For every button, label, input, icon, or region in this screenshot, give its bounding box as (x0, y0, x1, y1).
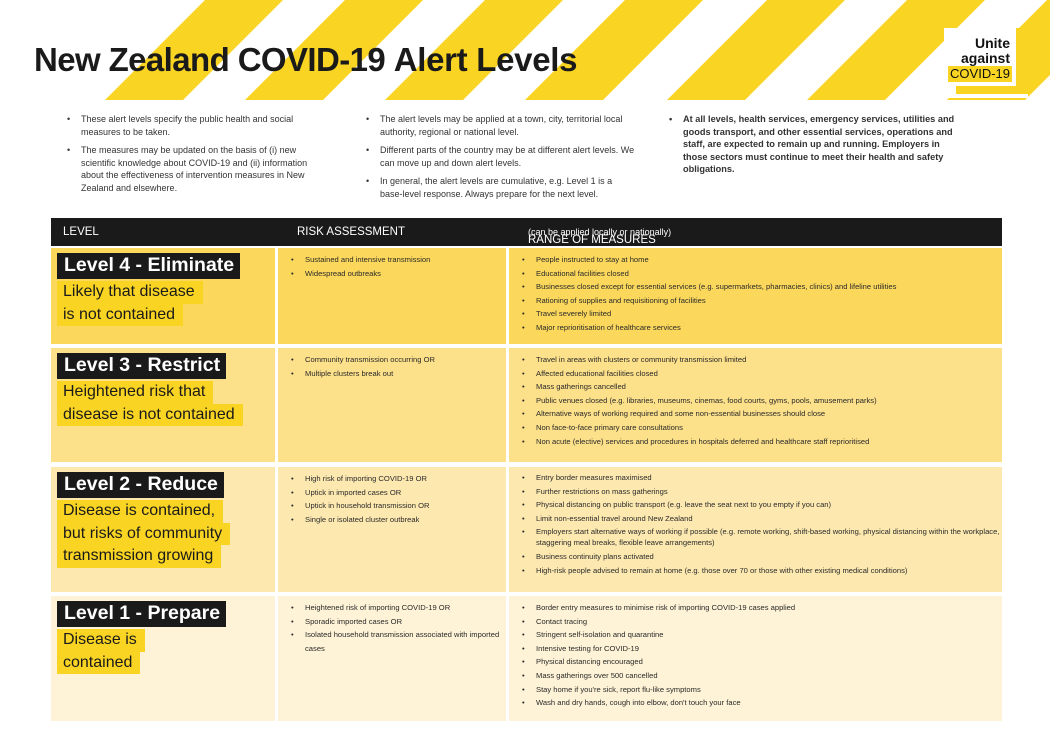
list-item: • Sustained and intensive transmission (278, 253, 506, 267)
list-item: • Uptick in household transmission OR (278, 499, 506, 513)
header-risk-assessment: RISK ASSESSMENT (297, 226, 406, 238)
intro-bullet: • The alert levels may be applied at a town, city, territorial local authority, regional or national level. (363, 113, 635, 138)
alert-levels-table (51, 218, 1002, 708)
list-item: • Stay home if you're sick, report flu-like symptoms (509, 683, 1002, 697)
level-title: Level 3 - Restrict (57, 353, 226, 379)
list-item: • Single or isolated cluster outbreak (278, 513, 506, 527)
list-item: • Businesses closed except for essential services (e.g. supermarkets, pharmacies, clinics) and lifeline utilities (509, 280, 1002, 294)
list-item: • Limit non-essential travel around New Zealand (509, 513, 1002, 524)
level-subtitle: Disease is contained (57, 629, 145, 674)
intro-bullet: • These alert levels specify the public health and social measures to be taken. (64, 113, 329, 138)
table-row-level-1 (51, 596, 1002, 721)
intro-column-3 (666, 113, 956, 182)
intro-column-1 (64, 113, 329, 200)
measures-cell (509, 596, 1002, 721)
list-item: • Stringent self-isolation and quarantine (509, 628, 1002, 642)
list-item: • People instructed to stay at home (509, 253, 1002, 267)
measures-cell (509, 248, 1002, 344)
table-row-level-4 (51, 248, 1002, 344)
list-item: • Widespread outbreaks (278, 267, 506, 281)
intro-bullet: • At all levels, health services, emergency services, utilities and goods transport, and other essential services, operations and staff, are expected to remain up and running. Employers in those sectors must continue to meet their health and safety obligations. (666, 113, 956, 176)
list-item: • Mass gatherings over 500 cancelled (509, 669, 1002, 683)
list-item: • Intensive testing for COVID-19 (509, 642, 1002, 656)
list-item: • Affected educational facilities closed (509, 367, 1002, 381)
list-item: • Employers start alternative ways of working if possible (e.g. remote working, shift-based working, physical distancing within the workplace, staggering meal breaks, flexible leave arrangements) (509, 526, 1002, 548)
list-item: • Major reprioritisation of healthcare services (509, 321, 1002, 335)
list-item: • Sporadic imported cases OR (278, 615, 506, 629)
list-item: • Rationing of supplies and requisitioning of facilities (509, 294, 1002, 308)
list-item: • Further restrictions on mass gatherings (509, 486, 1002, 497)
table-header (51, 218, 1002, 246)
intro-bullet: • The measures may be updated on the basis of (i) new scientific knowledge about COVID-19 and (ii) information about the effectiveness of intervention measures in New Zealand and elsewhere. (64, 144, 329, 194)
intro-bullet: • Different parts of the country may be at different alert levels. We can move up and down alert levels. (363, 144, 635, 169)
list-item: • Physical distancing encouraged (509, 655, 1002, 669)
list-item: • Alternative ways of working required and some non-essential businesses should close (509, 407, 1002, 421)
level-subtitle: Heightened risk that disease is not contained (57, 381, 243, 426)
list-item: • Travel severely limited (509, 307, 1002, 321)
list-item: • Border entry measures to minimise risk of importing COVID-19 cases applied (509, 601, 1002, 615)
intro-bullet: • In general, the alert levels are cumulative, e.g. Level 1 is a base-level response. Always prepare for the next level. (363, 175, 635, 200)
list-item: • Business continuity plans activated (509, 551, 1002, 562)
table-row-level-3 (51, 348, 1002, 462)
list-item: • Community transmission occurring OR (278, 353, 506, 367)
list-item: • Mass gatherings cancelled (509, 380, 1002, 394)
measures-cell (509, 348, 1002, 462)
unite-against-covid-logo: Unite against COVID-19 (944, 28, 1028, 98)
list-item: • Physical distancing on public transport (e.g. leave the seat next to you empty if you can) (509, 499, 1002, 510)
list-item: • High-risk people advised to remain at home (e.g. those over 70 or those with other existing medical conditions) (509, 565, 1002, 576)
level-title: Level 4 - Eliminate (57, 253, 240, 279)
level-subtitle: Likely that disease is not contained (57, 281, 203, 326)
page-title: New Zealand COVID-19 Alert Levels (34, 41, 578, 78)
risk-cell (278, 348, 506, 462)
level-subtitle: Disease is contained, but risks of community transmission growing (57, 500, 230, 568)
level-cell (51, 348, 275, 462)
header-level: LEVEL (63, 226, 99, 238)
risk-cell (278, 596, 506, 721)
list-item: • Educational facilities closed (509, 267, 1002, 281)
list-item: • Heightened risk of importing COVID-19 OR (278, 601, 506, 615)
header-range-of-measures: RANGE OF MEASURES (can be applied locally or nationally) (528, 227, 672, 246)
list-item: • High risk of importing COVID-19 OR (278, 472, 506, 486)
level-cell (51, 248, 275, 344)
level-title: Level 1 - Prepare (57, 601, 226, 627)
level-cell (51, 467, 275, 592)
list-item: • Entry border measures maximised (509, 472, 1002, 483)
level-cell (51, 596, 275, 721)
measures-cell (509, 467, 1002, 592)
intro-column-2 (363, 113, 635, 206)
list-item: • Contact tracing (509, 615, 1002, 629)
list-item: • Non face-to-face primary care consultations (509, 421, 1002, 435)
table-row-level-2 (51, 467, 1002, 592)
list-item: • Public venues closed (e.g. libraries, museums, cinemas, food courts, gyms, pools, amusement parks) (509, 394, 1002, 408)
risk-cell (278, 467, 506, 592)
list-item: • Travel in areas with clusters or community transmission limited (509, 353, 1002, 367)
list-item: • Isolated household transmission associated with imported cases (278, 628, 506, 655)
level-title: Level 2 - Reduce (57, 472, 224, 498)
list-item: • Non acute (elective) services and procedures in hospitals deferred and healthcare staff reprioritised (509, 435, 1002, 449)
risk-cell (278, 248, 506, 344)
list-item: • Wash and dry hands, cough into elbow, don't touch your face (509, 696, 1002, 710)
list-item: • Uptick in imported cases OR (278, 486, 506, 500)
list-item: • Multiple clusters break out (278, 367, 506, 381)
